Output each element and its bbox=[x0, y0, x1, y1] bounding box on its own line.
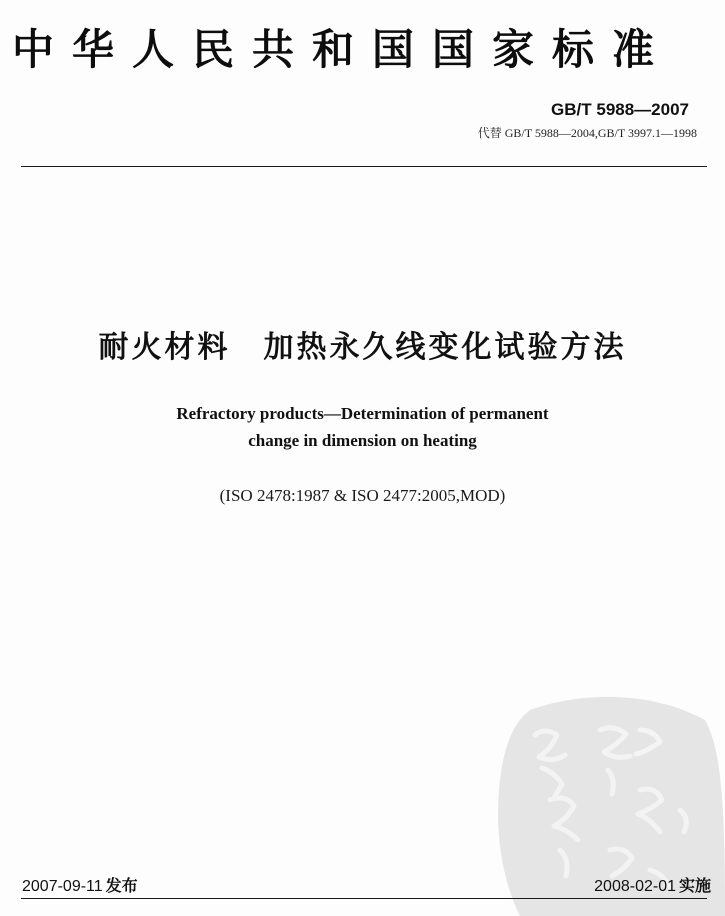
header-divider bbox=[21, 166, 707, 167]
replaces-standards: 代替 GB/T 5988—2004,GB/T 3997.1—1998 bbox=[477, 126, 697, 140]
title-chinese: 耐火材料 加热永久线变化试验方法 bbox=[98, 330, 627, 365]
iso-reference: (ISO 2478:1987 & ISO 2477:2005,MOD) bbox=[219, 486, 506, 505]
title-english bbox=[0, 400, 725, 454]
implementation-label: 实施 bbox=[678, 876, 711, 895]
title-english-line-2: change in dimension on heating bbox=[248, 431, 477, 450]
issue-date-value: 2007-09-11 bbox=[22, 878, 103, 895]
national-standard-title: 中华人民共和国国家标准 bbox=[12, 25, 673, 74]
implementation-date-value: 2008-02-01 bbox=[594, 878, 676, 895]
title-english-line-1: Refractory products—Determination of permanent bbox=[176, 404, 549, 423]
standard-code: GB/T 5988—2007 bbox=[551, 100, 689, 119]
issue-label: 发布 bbox=[105, 876, 138, 895]
issue-date bbox=[22, 876, 138, 897]
implementation-date bbox=[594, 876, 711, 897]
footer-divider bbox=[21, 898, 707, 899]
